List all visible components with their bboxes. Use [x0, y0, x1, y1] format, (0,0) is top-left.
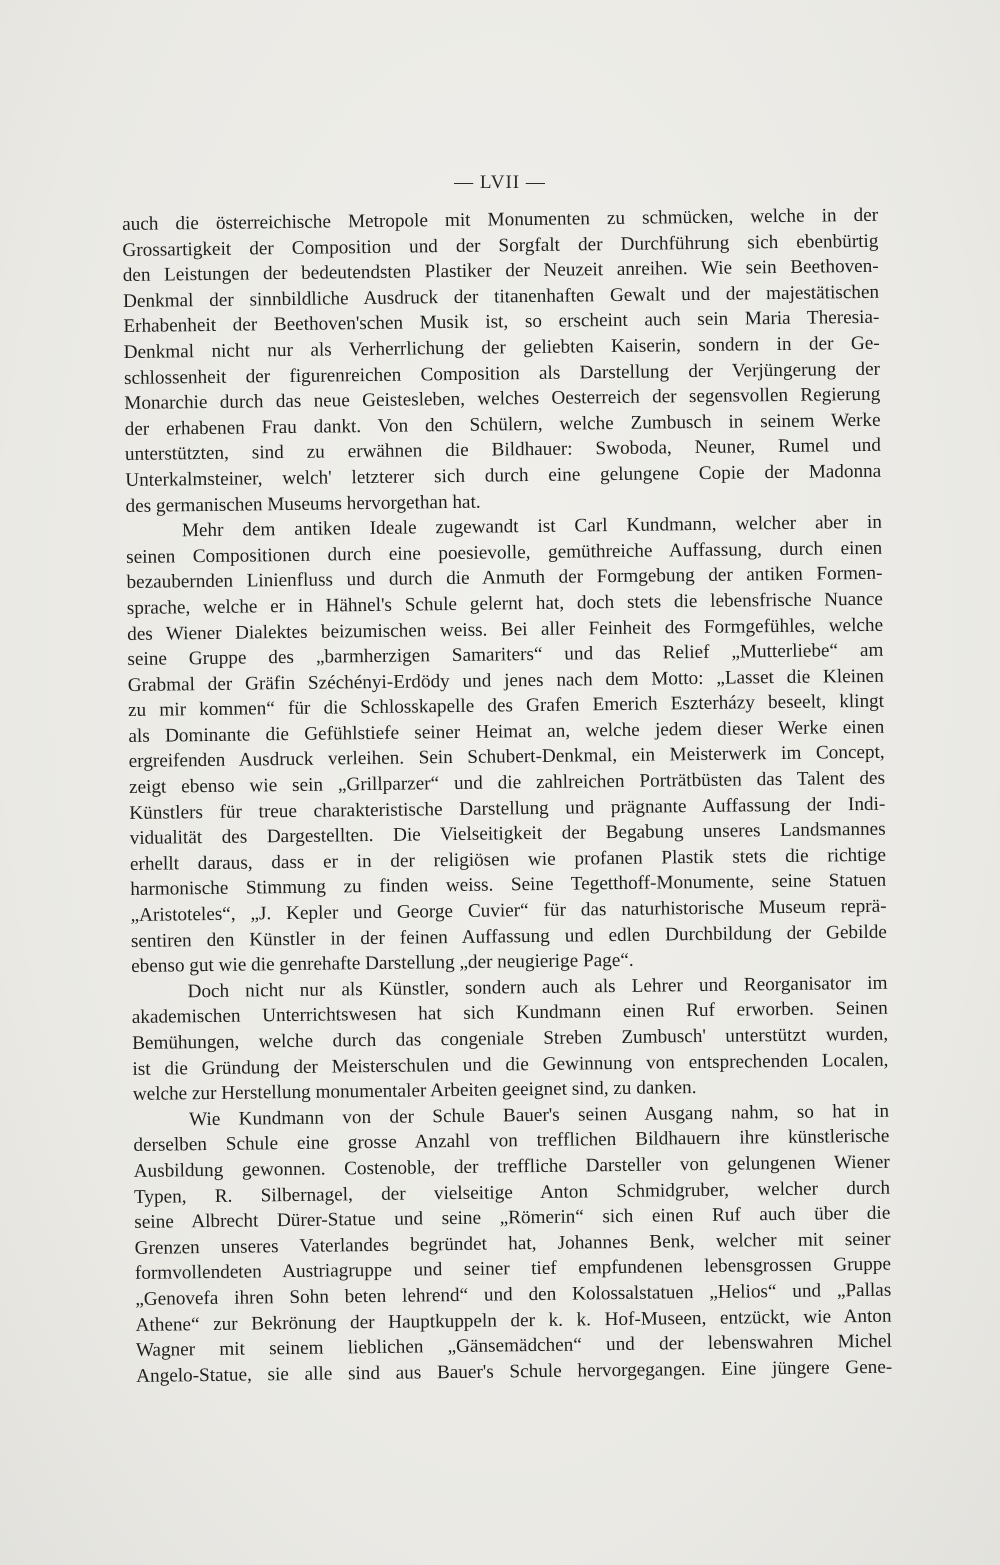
text-line: seine Albrecht Dürer-Statue und seine „Römerin“ sich einen Ruf auch über die — [134, 1202, 891, 1234]
text-line: Wie Kundmann von der Schule Bauer's seinen Ausgang nahm, so hat in — [188, 1100, 890, 1131]
text-line: Künstlers für treue charakteristische Darstellung und prägnante Auffassung der Indi- — [129, 793, 886, 824]
text-line: Grossartigkeit der Composition und der Sorgfalt der Durchführung sich ebenbürtig — [122, 230, 879, 261]
text-line: „Aristoteles“, „J. Kepler und George Cuvier“ für das naturhistorische Museum reprä- — [130, 895, 887, 926]
text-line: sentiren den Künstler in der feinen Auffassung und edlen Durchbildung der Gebilde — [130, 921, 887, 952]
text-line: Denkmal nicht nur als Verherrlichung der geliebten Kaiserin, sondern in der Ge- — [123, 332, 880, 363]
text-line: Bemühungen, welche durch das congeniale Streben Zumbusch' unterstützt wurden, — [132, 1023, 889, 1054]
text-line: Typen, R. Silbernagel, der vielseitige Anton Schmidgruber, welcher durch — [133, 1177, 891, 1208]
text-line: Erhabenheit der Beethoven'schen Musik ist, so erscheint auch sein Maria Theresia- — [123, 307, 880, 338]
text-line: Athene“ zur Bekrönung der Hauptkuppeln der k. k. Hof-Museen, entzückt, wie Anton — [135, 1305, 892, 1336]
text-line: erhellt daraus, dass er in der religiösen wie profanen Plastik stets die richtige — [129, 844, 887, 875]
text-line: vidualität des Dargestellten. Die Vielseitigkeit der Begabung unseres Landsmannes — [129, 818, 886, 850]
text-line: seine Gruppe des „barmherzigen Samariters“ und das Relief „Mutterliebe“ am — [127, 639, 884, 671]
text-line: ebenso gut wie die genrehafte Darstellung „der neugierige Page“. — [131, 950, 634, 978]
text-line: Denkmal der sinnbildliche Ausdruck der titanenhaften Gewalt und der majestätischen — [122, 281, 880, 312]
text-line: ist die Gründung der Meisterschulen und die Gewinnung von entsprechenden Localen, — [132, 1049, 889, 1080]
text-line: sprache, welche er in Hähnel's Schule gelernt hat, doch stets die lebensfrische Nuance — [126, 588, 883, 619]
text-line: harmonische Stimmung zu finden weiss. Seine Tegetthoff-Monumente, seine Statuen — [130, 870, 887, 901]
page-number-header: — LVII — — [454, 172, 546, 193]
text-line: schlossenheit der figurenreichen Composition als Darstellung der Verjüngerung der — [123, 358, 881, 389]
text-line: zeigt ebenso wie sein „Grillparzer“ und die zahlreichen Porträtbüsten das Talent des — [128, 767, 886, 799]
text-line: der erhabenen Frau dankt. Von den Schülern, welche Zumbusch in seinem Werke — [124, 409, 881, 440]
text-line: unterstützten, sind zu erwähnen die Bildhauer: Swoboda, Neuner, Rumel und — [124, 435, 882, 466]
text-line: des Wiener Dialektes beizumischen weiss. Bei aller Feinheit des Formgefühles, welche — [127, 614, 884, 645]
text-line: formvollendeten Austriagruppe und seiner tief empfundenen lebensgrossen Gruppe — [134, 1254, 892, 1285]
text-line: derselben Schule eine grosse Anzahl von trefflichen Bildhauern ihre künstlerische — [133, 1126, 890, 1157]
text-line: des germanischen Museums hervorgethan hat. — [125, 491, 481, 517]
text-line: zu mir kommen“ für die Schlosskapelle des Grafen Emerich Eszterházy beseelt, klingt — [127, 691, 885, 722]
text-line: Grabmal der Gräfin Széchényi-Erdödy und jenes nach dem Motto: „Lasset die Kleinen — [127, 665, 884, 696]
text-line: akademischen Unterrichtswesen hat sich Kundmann einen Ruf erworben. Seinen — [131, 998, 888, 1029]
text-line: Doch nicht nur als Künstler, sondern auch als Lehrer und Reorganisator im — [187, 972, 888, 1003]
text-line: ergreifenden Ausdruck verleihen. Sein Schubert-Denkmal, ein Meisterwerk im Concept, — [128, 742, 885, 773]
text-line: seinen Compositionen durch eine poesievolle, gemüthreiche Auffassung, durch einen — [126, 537, 883, 568]
text-line: Unterkalmsteiner, welch' letzterer sich durch eine gelungene Copie der Madonna — [125, 460, 882, 491]
text-line: Grenzen unseres Vaterlandes begründet hat, Johannes Benk, welcher mit seiner — [134, 1228, 891, 1259]
text-line: Mehr dem antiken Ideale zugewandt ist Carl Kundmann, welcher aber in — [181, 511, 882, 542]
text-line: Monarchie durch das neue Geistesleben, welches Oesterreich der segensvollen Regierung — [124, 383, 881, 415]
body-text — [122, 203, 892, 1389]
text-line: den Leistungen der bedeutendsten Plastiker der Neuzeit anreihen. Wie sein Beethoven- — [122, 255, 879, 287]
text-line: welche zur Herstellung monumentaler Arbeiten geeignet sind, zu danken. — [132, 1077, 697, 1106]
text-line: auch die österreichische Metropole mit Monumenten zu schmücken, welche in der — [122, 204, 879, 235]
text-line: als Dominante die Gefühlstiefe seiner Heimat an, welche jedem dieser Werke einen — [128, 716, 885, 747]
text-line: bezaubernden Linienfluss und durch die Anmuth der Formgebung der antiken Formen- — [126, 563, 883, 594]
text-line: „Genovefa ihren Sohn beten lehrend“ und den Kolossalstatuen „Helios“ und „Pallas — [135, 1279, 892, 1310]
text-line: Wagner mit seinem lieblichen „Gänsemädchen“ und der lebenswahren Michel — [135, 1330, 892, 1362]
text-line: Ausbildung gewonnen. Costenoble, der treffliche Darsteller von gelungenen Wiener — [133, 1151, 890, 1182]
text-line: Angelo-Statue, sie alle sind aus Bauer's Schule hervorgegangen. Eine jüngere Gene- — [136, 1356, 893, 1387]
